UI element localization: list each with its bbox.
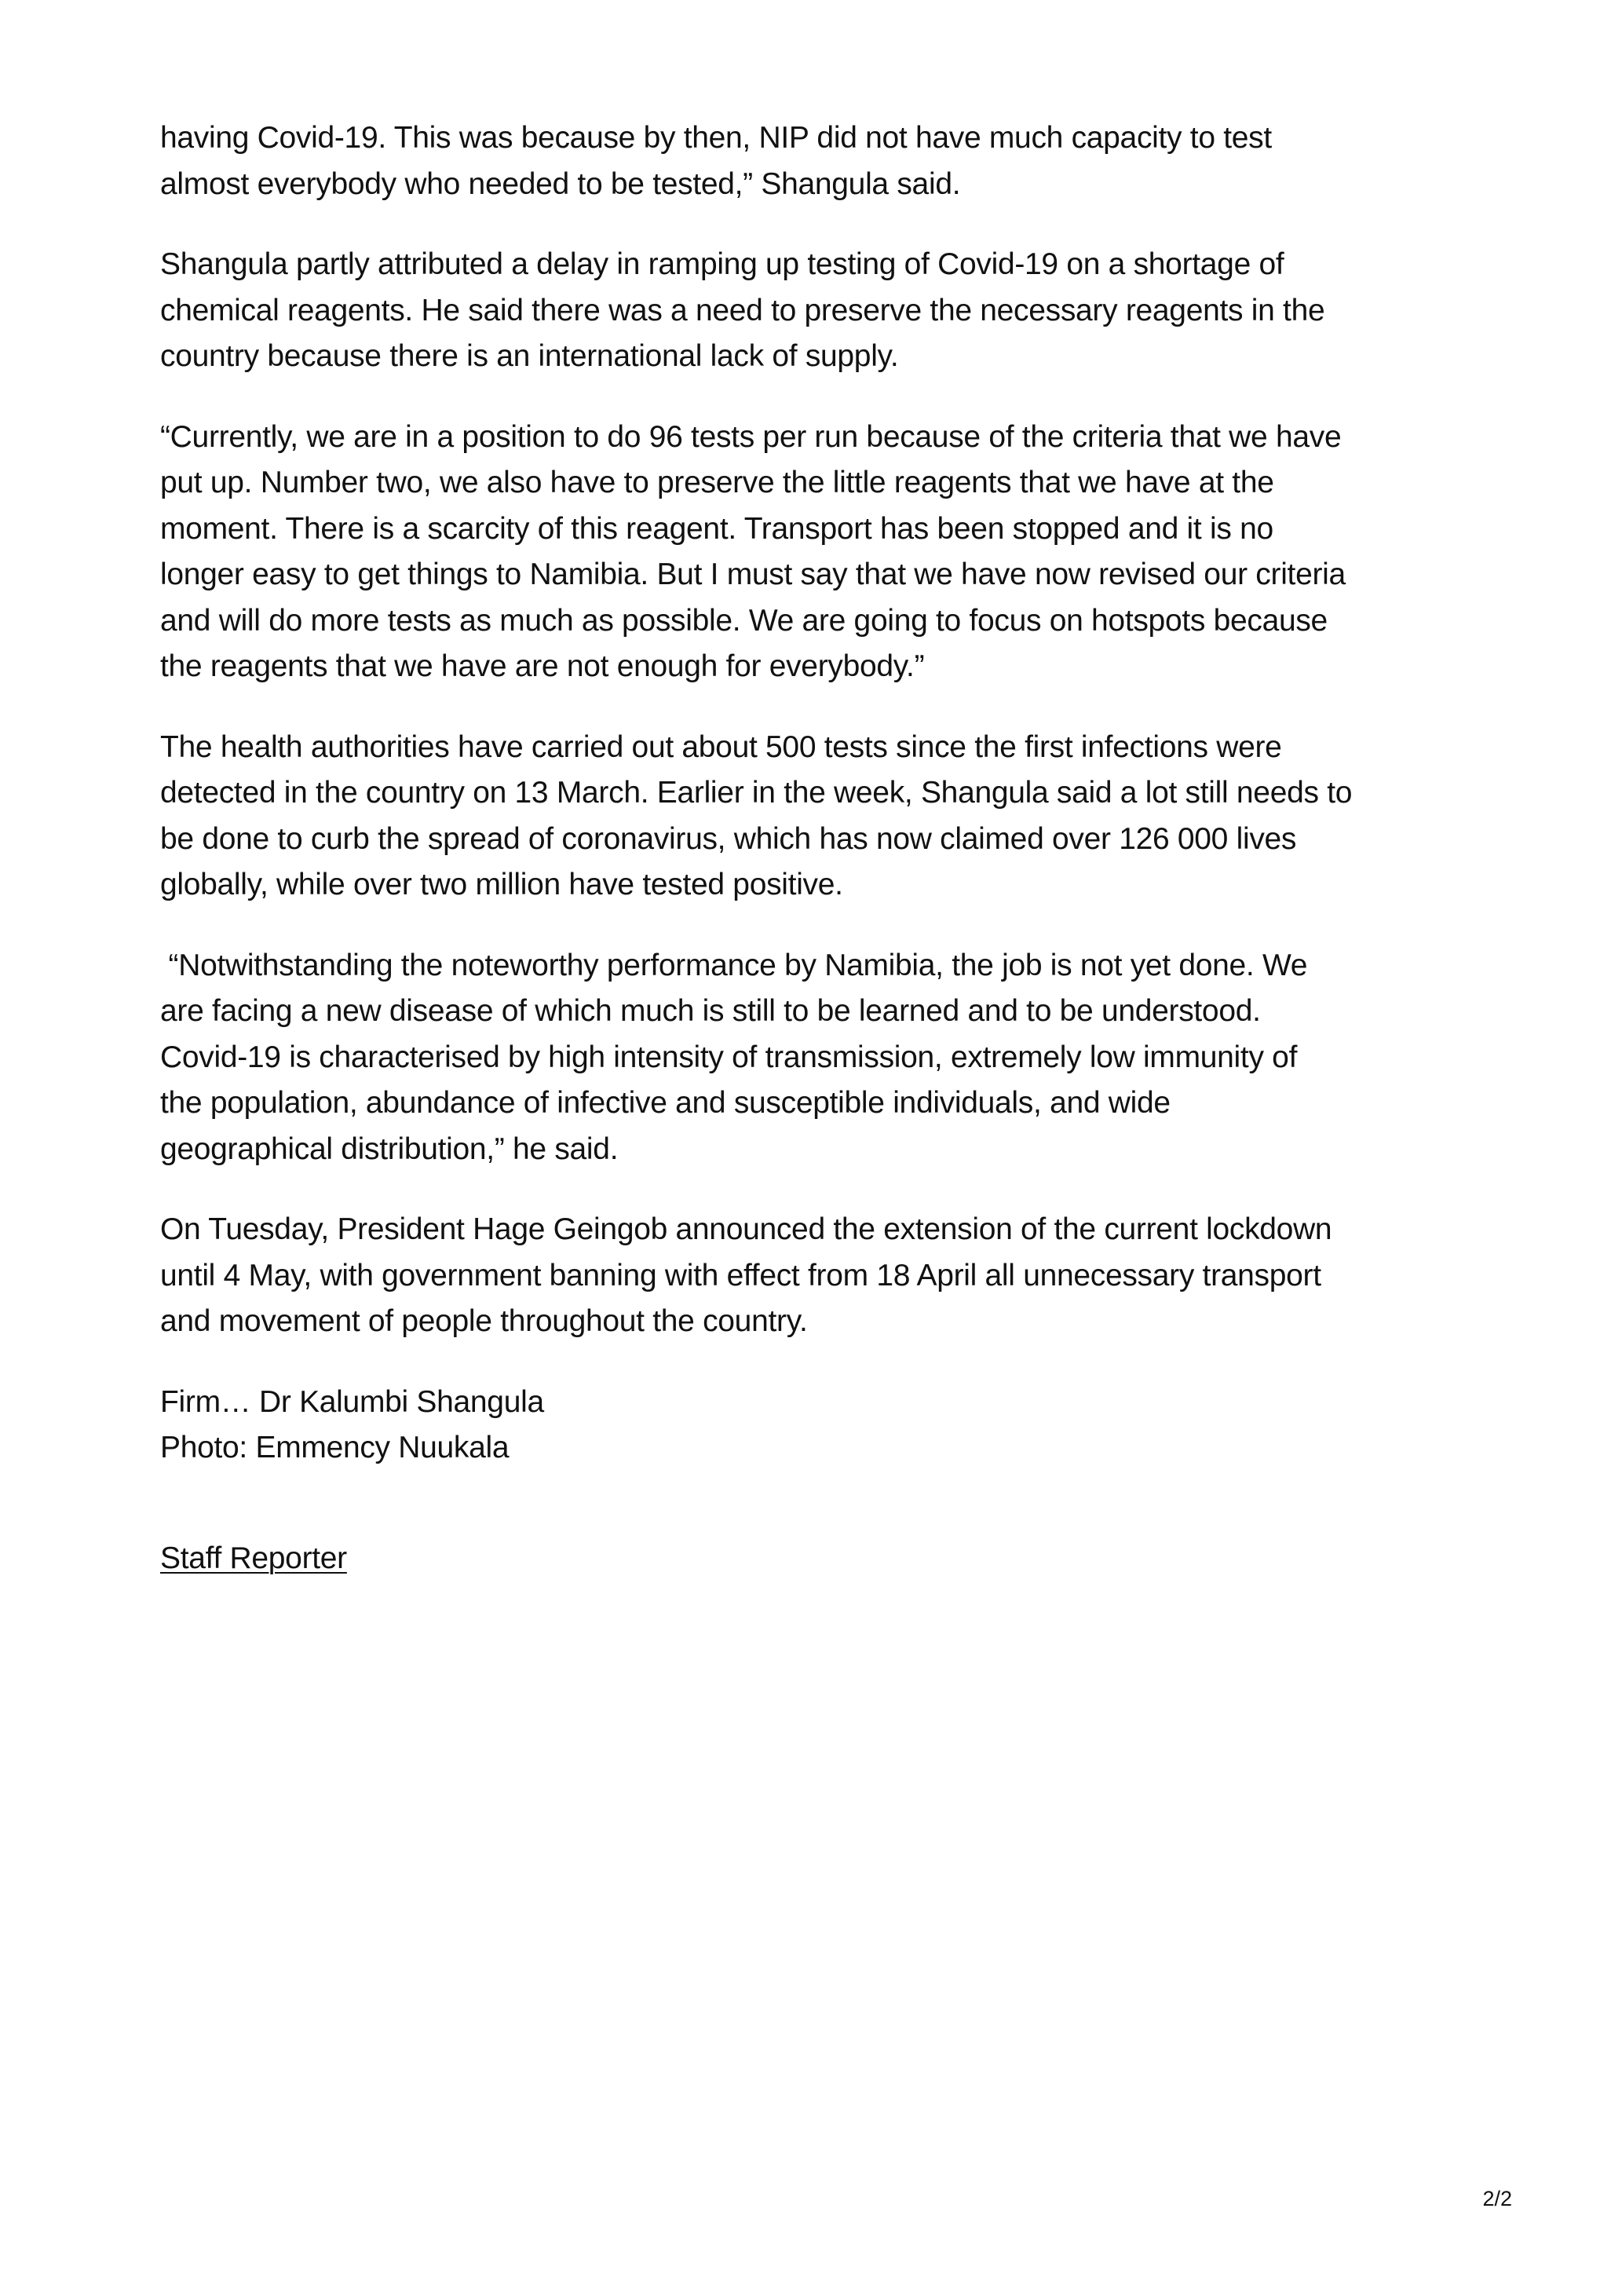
text-line: detected in the country on 13 March. Earlier in the week, Shangula said a lot still needs to [160,776,1353,810]
caption-subject: Firm… Dr Kalumbi Shangula [160,1384,544,1419]
page-number: 2/2 [1482,2187,1512,2210]
text-line: and movement of people throughout the country. [160,1304,808,1338]
text-line: Covid-19 is characterised by high intensity of transmission, extremely low immunity of [160,1040,1298,1074]
byline [160,1536,1495,1582]
text-line: moment. There is a scarcity of this reagent. Transport has been stopped and it is no [160,511,1273,546]
text-line: country because there is an international lack of supply. [160,339,899,373]
text-line: and will do more tests as much as possible. We are going to focus on hotspots because [160,603,1328,638]
text-line: the reagents that we have are not enough for everybody.” [160,649,925,683]
text-line: “Currently, we are in a position to do 96 tests per run because of the criteria that we have [160,419,1342,454]
text-line: “Notwithstanding the noteworthy performance by Namibia, the job is not yet done. We [160,948,1308,982]
text-line: globally, while over two million have tested positive. [160,868,843,901]
text-line: until 4 May, with government banning with effect from 18 April all unnecessary transport [160,1258,1321,1292]
text-line: longer easy to get things to Namibia. But I must say that we have now revised our criteria [160,558,1346,591]
text-line: Shangula partly attributed a delay in ramping up testing of Covid-19 on a shortage of [160,247,1284,281]
text-line: be done to curb the spread of coronavirus, which has now claimed over 126 000 lives [160,821,1297,856]
text-line: geographical distribution,” he said. [160,1132,619,1166]
paragraph-testing-capacity-quote [160,415,1495,690]
text-line: The health authorities have carried out about 500 tests since the first infections were [160,729,1282,764]
text-line: almost everybody who needed to be tested,” Shangula said. [160,166,961,201]
paragraph-test-statistics [160,725,1495,909]
paragraph-lockdown-extension [160,1207,1495,1345]
caption-photo-credit: Photo: Emmency Nuukala [160,1431,510,1464]
text-line: the population, abundance of infective and susceptible individuals, and wide [160,1086,1171,1120]
text-line: On Tuesday, President Hage Geingob announced the extension of the current lockdown [160,1212,1332,1246]
paragraph-reagent-shortage [160,242,1495,380]
author-link[interactable]: Staff Reporter [160,1541,347,1575]
text-line: put up. Number two, we also have to preserve the little reagents that we have at the [160,466,1274,499]
photo-caption [160,1380,1495,1472]
article-body [160,115,1495,1581]
text-line: having Covid-19. This was because by then, NIP did not have much capacity to test [160,121,1272,155]
text-line: chemical reagents. He said there was a need to preserve the necessary reagents in the [160,293,1325,327]
paragraph-shangula-quote-end [160,115,1495,207]
paragraph-notwithstanding-quote [160,943,1495,1173]
text-line: are facing a new disease of which much is still to be learned and to be understood. [160,994,1261,1028]
